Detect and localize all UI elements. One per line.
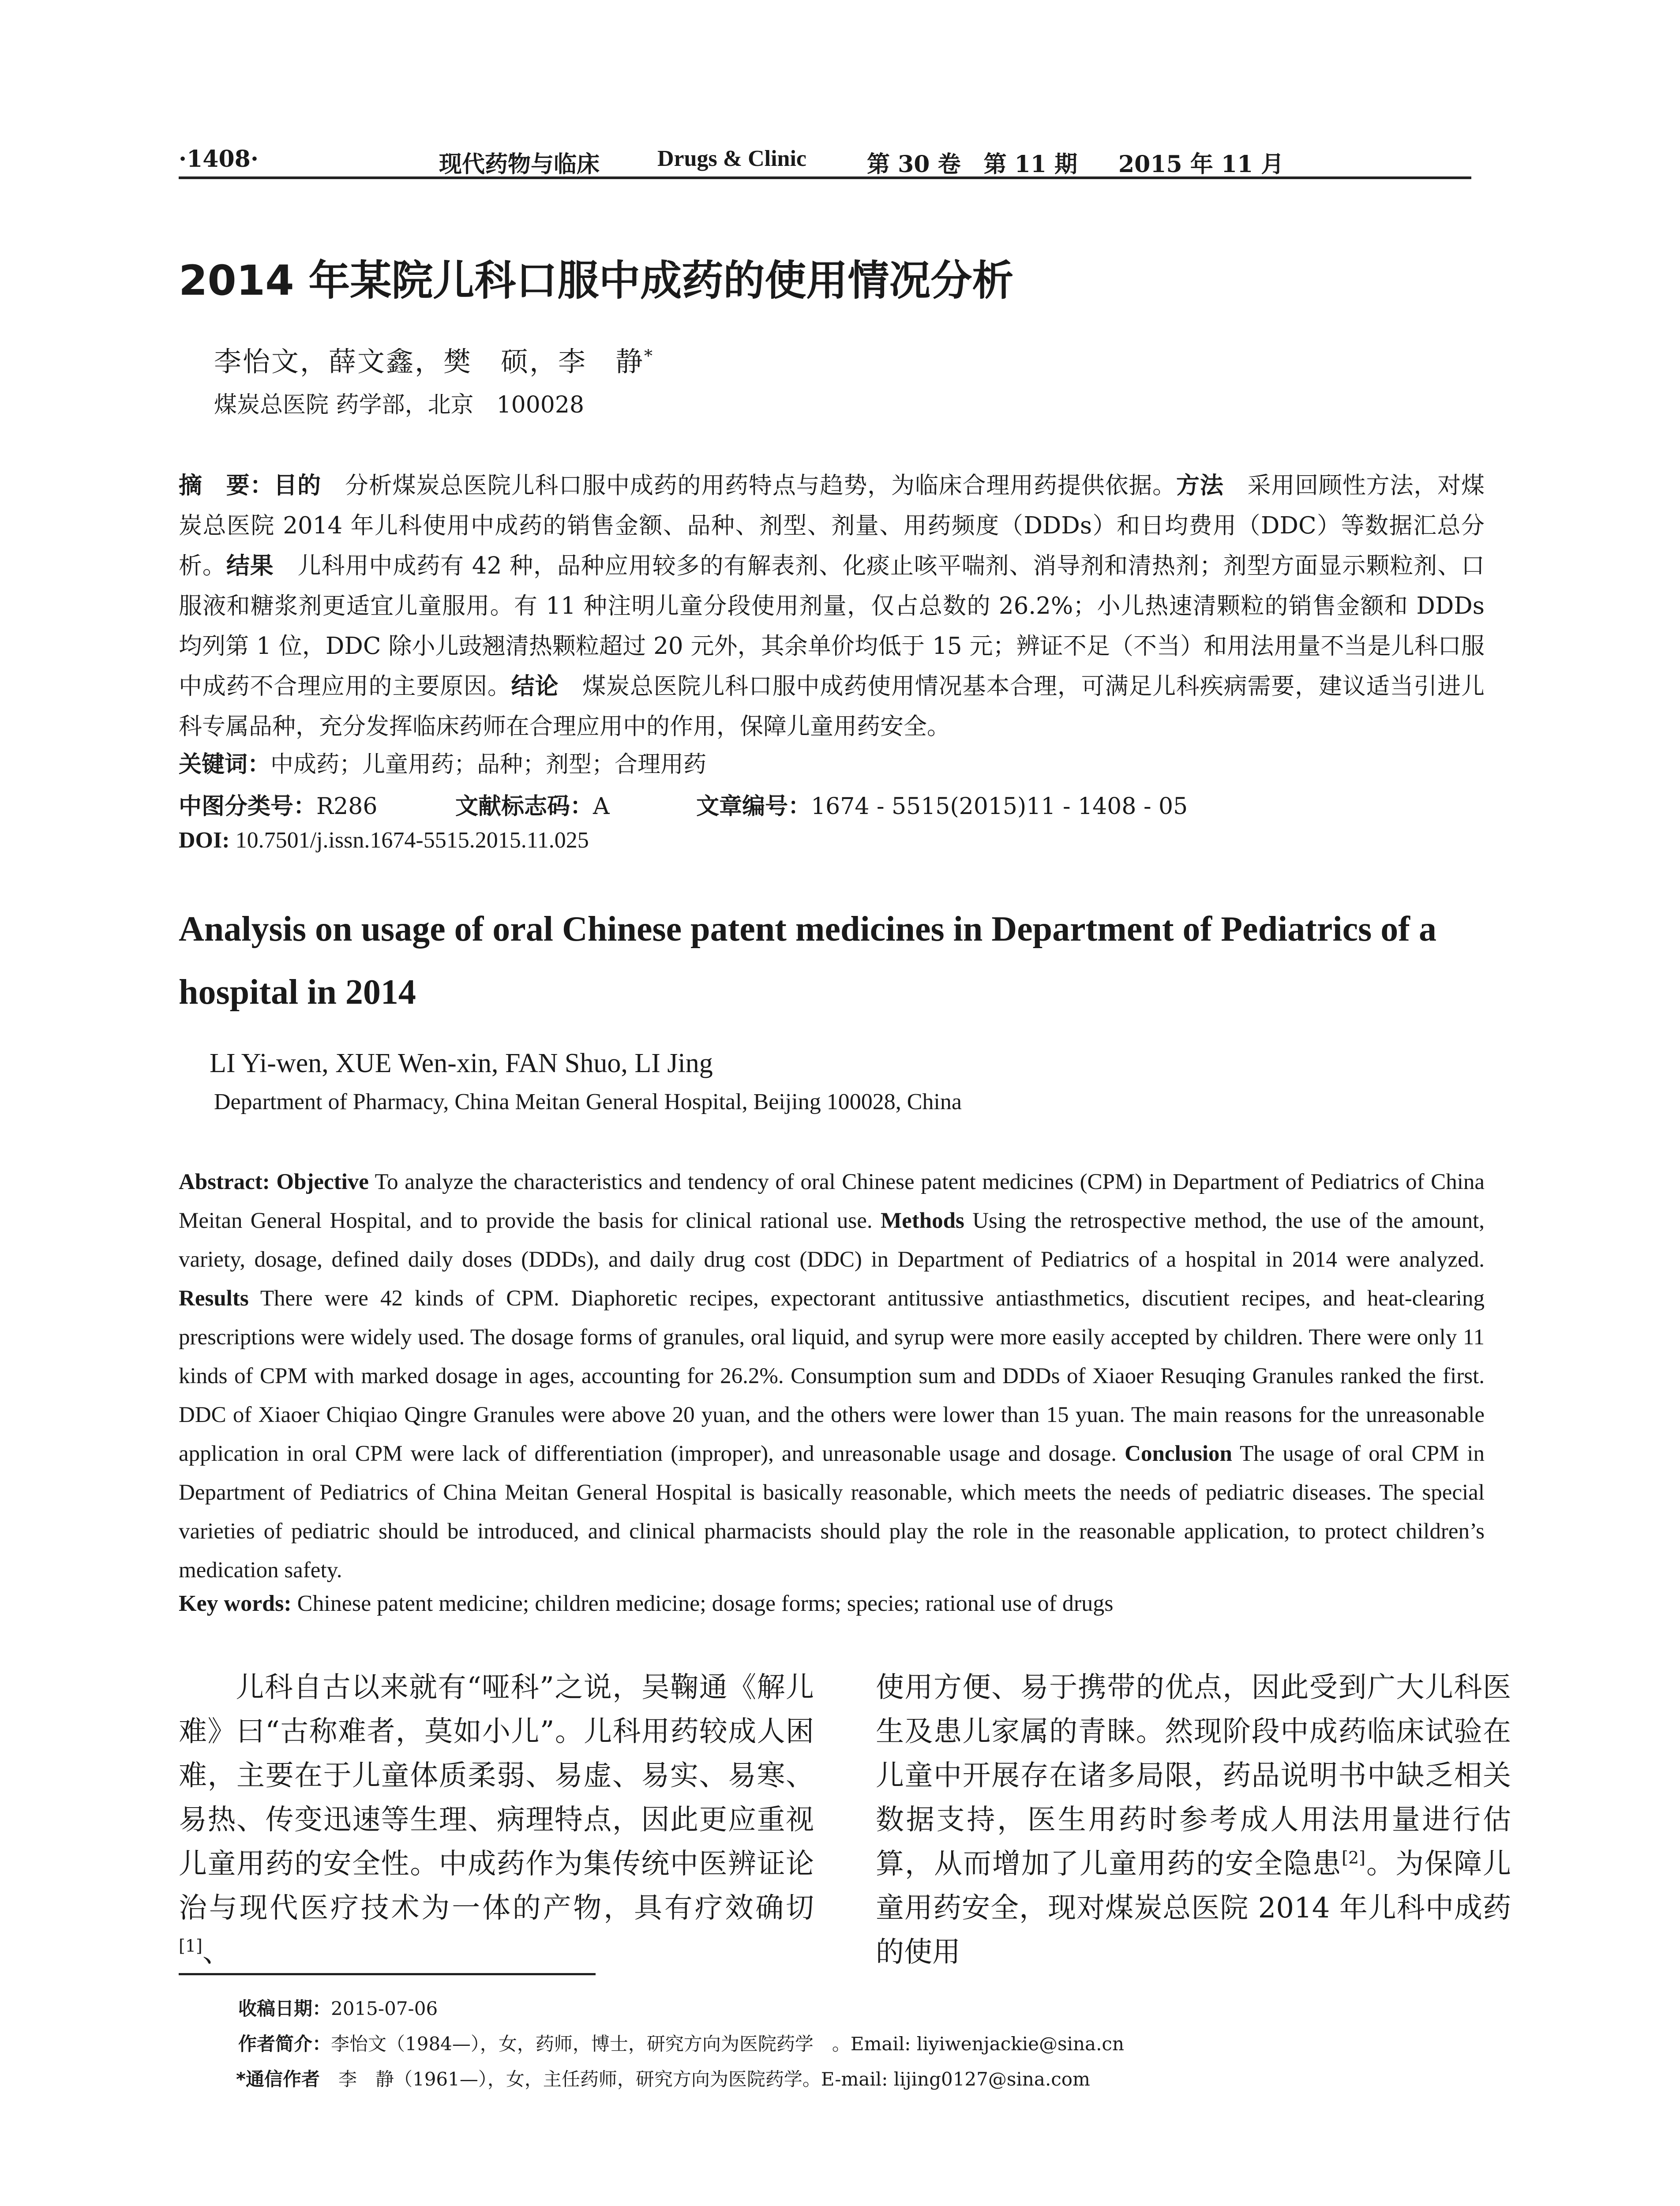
conclusion-label-en: Conclusion bbox=[1125, 1441, 1232, 1466]
keywords-zh-text: 中成药；儿童用药；品种；剂型；合理用药 bbox=[270, 751, 707, 778]
volume-issue: 第 30 卷 第 11 期 bbox=[867, 151, 1078, 178]
objective-text-en: To analyze the characteristics and tendency of oral Chinese patent medicines (CPM) in Department of Pediatrics of China Meitan General Hospital, and to provide the basis for clinical rational use. bbox=[179, 1170, 1485, 1233]
methods-text-zh: 采用回顾性方法，对煤炭总医院 2014 年儿科使用中成药的销售金额、品种、剂型、剂量、用药频度（DDDs）和日均费用（DDC）等数据汇总分析。 bbox=[179, 472, 1485, 579]
body-right-text: 使用方便、易于携带的优点，因此受到广大儿科医生及患儿家属的青睐。然现阶段中成药临床试验在儿童中开展存在诸多局限，药品说明书中缺乏相关数据支持，医生用药时参考成人用法用量进行估算，从而增加了儿童用药的安全隐患 bbox=[876, 1671, 1511, 1880]
body-column-left bbox=[179, 1666, 814, 1974]
received-label: 收稿日期： bbox=[238, 1998, 331, 2019]
keywords-en-text: Chinese patent medicine; children medicine; dosage forms; species; rational use of drugs bbox=[291, 1591, 1114, 1616]
footnote-received bbox=[238, 1994, 438, 2021]
conclusion-text-zh: 煤炭总医院儿科口服中成药使用情况基本合理，可满足儿科疾病需要，建议适当引进儿科专属品种，充分发挥临床药师在合理应用中的作用，保障儿童用药安全。 bbox=[179, 673, 1485, 740]
page-number: ·1408· bbox=[179, 146, 259, 173]
conclusion-label-zh: 结论 bbox=[511, 673, 559, 700]
running-header bbox=[179, 140, 1471, 179]
affiliation-en: Department of Pharmacy, China Meitan General Hospital, Beijing 100028, China bbox=[214, 1089, 962, 1114]
body-left-tail: 、 bbox=[202, 1936, 231, 1969]
article-title-zh: 2014 年某院儿科口服中成药的使用情况分析 bbox=[179, 257, 1014, 305]
methods-label-en: Methods bbox=[881, 1208, 964, 1233]
abstract-en-label: Abstract: Objective bbox=[179, 1170, 369, 1194]
journal-name-zh: 现代药物与临床 bbox=[439, 151, 600, 178]
footnote-rule bbox=[179, 1973, 596, 1975]
abstract-zh bbox=[179, 465, 1485, 747]
conclusion-text-en: The usage of oral CPM in Department of Pediatrics of China Meitan General Hospital is basically reasonable, which meets the needs of pediatric diseases. The special varieties of pediatric should be introduced, and clinical pharmacists should play the role in the reasonable application, to protect children’s medication safety. bbox=[179, 1441, 1485, 1583]
abstract-zh-label: 摘 要： bbox=[179, 472, 274, 499]
body-column-right bbox=[876, 1666, 1511, 1974]
journal-name-en: Drugs & Clinic bbox=[657, 146, 806, 171]
doc-code-label: 文献标志码： bbox=[455, 793, 593, 820]
affiliation-zh: 煤炭总医院 药学部，北京 100028 bbox=[214, 392, 585, 418]
doc-code-value: A bbox=[592, 793, 610, 820]
doi-line bbox=[179, 827, 589, 853]
body-right-tail: 。为保障儿童用药安全，现对煤炭总医院 2014 年儿科中成药的使用 bbox=[876, 1848, 1511, 1969]
doi-value[interactable]: 10.7501/j.issn.1674-5515.2015.11.025 bbox=[229, 828, 589, 853]
author-bio-text: 李怡文（1984—），女，药师，博士，研究方向为医院药学 。Email: liyiwenjackie@sina.cn bbox=[331, 2033, 1124, 2055]
corresponding-mark: * bbox=[644, 346, 654, 366]
keywords-zh-label: 关键词： bbox=[179, 751, 271, 778]
footnote-author bbox=[238, 2030, 1124, 2056]
article-no-label: 文章编号： bbox=[696, 793, 811, 820]
body-left-text: 儿科自古以来就有“哑科”之说，吴鞠通《解儿难》曰“古称难者，莫如小儿”。儿科用药较成人困难，主要在于儿童体质柔弱、易虚、易实、易寒、易热、传变迅速等生理、病理特点，因此更应重视儿童用药的安全性。中成药作为集传统中医辨证论治与现代医疗技术为一体的产物，具有疗效确切 bbox=[179, 1671, 814, 1925]
clc-label: 中图分类号： bbox=[179, 793, 317, 820]
keywords-en-label: Key words: bbox=[179, 1591, 292, 1616]
results-text-en: There were 42 kinds of CPM. Diaphoretic recipes, expectorant antitussive antiasthmetics, discutient recipes, and heat-clearing prescriptions were widely used. The dosage forms of granules, oral liquid, and syrup were more easily accepted by children. There were only 11 kinds of CPM with marked dosage in ages, accounting for 26.2%. Consumption sum and DDDs of Xiaoer Resuqing Granules ranked the first. DDC of Xiaoer Chiqiao Qingre Granules were above 20 yuan, and the others were lower than 15 yuan. The main reasons for the unreasonable application in oral CPM were lack of differentiation (improper), and unreasonable usage and dosage. bbox=[179, 1286, 1485, 1466]
author-bio-label: 作者简介： bbox=[238, 2033, 331, 2055]
article-no-value: 1674 - 5515(2015)11 - 1408 - 05 bbox=[811, 793, 1188, 820]
abstract-en bbox=[179, 1163, 1485, 1590]
results-label-en: Results bbox=[179, 1286, 249, 1311]
authors-zh bbox=[214, 340, 654, 379]
clc-value: R286 bbox=[316, 793, 378, 820]
objective-text-zh: 分析煤炭总医院儿科口服中成药的用药特点与趋势，为临床合理用药提供依据。 bbox=[321, 472, 1177, 499]
keywords-zh bbox=[179, 746, 706, 779]
objective-label-zh: 目的 bbox=[274, 472, 322, 499]
authors-zh-names: 李怡文，薛文鑫，樊 硕，李 静 bbox=[214, 345, 645, 378]
issue-date: 2015 年 11 月 bbox=[1118, 151, 1284, 178]
corresponding-text: 李 静（1961—），女，主任药师，研究方向为医院药学。E-mail: lijing0127@sina.com bbox=[319, 2068, 1090, 2090]
authors-en: LI Yi-wen, XUE Wen-xin, FAN Shuo, LI Jing bbox=[210, 1048, 713, 1078]
classification-line bbox=[179, 788, 1188, 821]
methods-text-en: Using the retrospective method, the use of the amount, variety, dosage, defined daily doses (DDDs), and daily drug cost (DDC) in Department of Pediatrics of a hospital in 2014 were analyzed. bbox=[179, 1208, 1485, 1272]
citation-1[interactable]: [1] bbox=[179, 1936, 202, 1956]
methods-label-zh: 方法 bbox=[1176, 472, 1224, 499]
received-date: 2015-07-06 bbox=[331, 1998, 438, 2019]
corresponding-label: *通信作者 bbox=[236, 2068, 320, 2090]
footnote-corresponding bbox=[236, 2065, 1090, 2091]
results-text-zh: 儿科用中成药有 42 种，品种应用较多的有解表剂、化痰止咳平喘剂、消导剂和清热剂；剂型方面显示颗粒剂、口服液和糖浆剂更适宜儿童服用。有 11 种注明儿童分段使用剂量，仅占总数的 26.2%；小儿热速清颗粒的销售金额和 DDDs 均列第 1 位，DDC 除小儿豉翘清热颗粒超过 20 元外，其余单价均低于 15 元；辨证不足（不当）和用法用量不当是儿科口服中成药不合理应用的主要原因。 bbox=[179, 552, 1485, 700]
keywords-en bbox=[179, 1591, 1113, 1617]
results-label-zh: 结果 bbox=[226, 552, 274, 579]
doi-label: DOI: bbox=[179, 828, 230, 853]
article-title-en: Analysis on usage of oral Chinese patent medicines in Department of Pediatrics of a hospital in 2014 bbox=[179, 910, 1436, 1012]
citation-2[interactable]: [2] bbox=[1342, 1848, 1365, 1868]
